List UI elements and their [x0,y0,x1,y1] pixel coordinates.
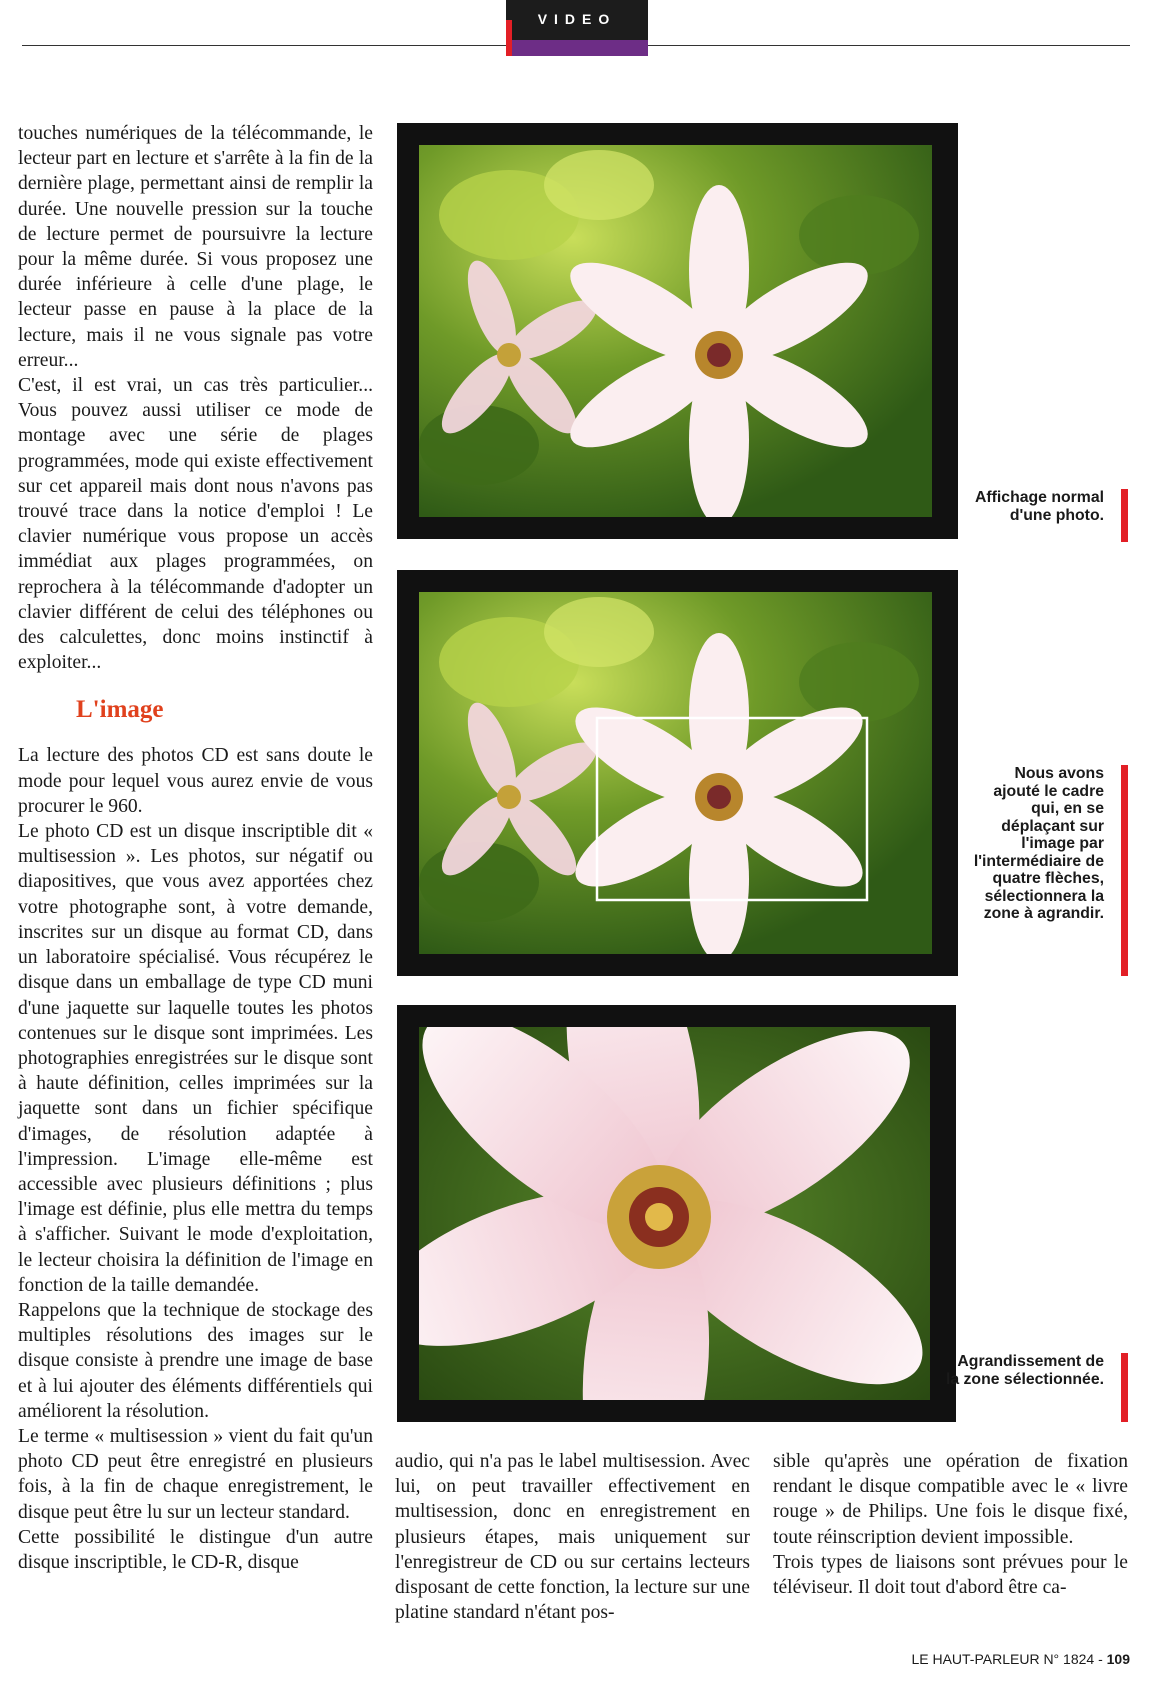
caption-photo-normal: Affichage normal d'une photo. [974,489,1104,524]
paragraph: Le photo CD est un disque inscriptible dit « multisession ». Les photos, sur négatif ou diapositives, que vous avez apportées chez votre photographe sont, à votre demande, inscrites sur un disque au format CD, dans un laboratoire spécialisé. Vous récupérez le disque dans un emballage de type CD muni d'une jaquette sur laquelle toutes les photos contenues sur le disque sont imprimées. Les photographies enregistrées sur le disque sont à haute définition, celles imprimées sur la jaquette sont dans un fichier spécifique d'images, de résolution adaptée à l'impression. L'image elle-même est accessible avec plusieurs définitions ; plus l'image est définie, plus elle mettra du temps à s'afficher. Suivant le mode d'exploitation, le lecteur choisira la définition de l'image en fonction de la taille demandée. [18,821,373,1296]
flower-image [419,145,932,517]
caption-photo-selection: Nous avons ajouté le cadre qui, en se déplaçant sur l'image par l'intermédiaire de quatre flèches, sélectionnera la zone à agrandir. [973,765,1104,922]
article-middle-column [395,1449,750,1625]
paragraph: touches numériques de la télécommande, le lecteur part en lecture et s'arrête à la fin de la dernière plage, permettant ainsi de remplir la durée. Une nouvelle pression sur la touche de lecture permet de poursuivre la lecture pour la même durée. Si vous proposez une durée inférieure à celle d'une plage, le lecteur passe en pause à la place de la lecture, mais il ne vous signale pas votre erreur... [18,123,373,371]
page-footer [911,1651,1130,1667]
caption-photo-enlargement: Agrandissement de la zone sélectionnée. [945,1353,1104,1388]
caption-bar [1121,1353,1128,1422]
flower-image [419,1027,930,1400]
paragraph: Rappelons que la technique de stockage des multiples résolutions des images sur le disque consiste à prendre une image de base et à lui ajouter des éléments différentiels qui améliorent la résolution. [18,1299,373,1422]
section-tab-purple-accent [512,40,648,56]
photo-normal-display [397,123,958,539]
article-left-column [18,121,373,1575]
paragraph: Le terme « multisession » vient du fait qu'un photo CD peut être enregistré en plusieurs fois, à la fin de chaque enregistrement, le disque peut être lu sur un lecteur standard. [18,1425,373,1523]
section-tab [506,0,648,40]
paragraph: La lecture des photos CD est sans doute le mode pour lequel vous aurez envie de vous procurer le 960. [18,745,373,817]
article-right-column [773,1449,1128,1600]
photo-enlargement [397,1005,956,1422]
page-number: 109 [1106,1651,1130,1667]
paragraph: audio, qui n'a pas le label multisession. Avec lui, on peut travailler effectivement en multisession, donc en enregistrement en plusieurs étapes, mais uniquement sur l'enregistreur de CD ou sur certains lecteurs disposant de cette fonction, la lecture sur une platine standard n'étant pos- [395,1451,750,1624]
caption-bar [1121,489,1128,542]
paragraph: Cette possibilité le distingue d'un autre disque inscriptible, le CD-R, disque [18,1526,373,1573]
flower-image [419,592,932,954]
caption-bar [1121,765,1128,976]
section-label: VIDEO [537,11,617,27]
paragraph: Trois types de liaisons sont prévues pour le téléviseur. Il doit tout d'abord être ca- [773,1551,1128,1599]
magazine-name: LE HAUT-PARLEUR N° 1824 - [911,1651,1103,1667]
subheading: L'image [76,696,164,724]
paragraph: sible qu'après une opération de fixation rendant le disque compatible avec le « livre rouge » de Philips. Une fois le disque fixé, toute réinscription devient impossible. [773,1451,1128,1548]
photo-selection-frame [397,570,958,976]
paragraph: C'est, il est vrai, un cas très particulier... Vous pouvez aussi utiliser ce mode de montage avec une série de plages programmées, mode qui existe effectivement sur cet appareil mais dont nous n'avons pas trouvé trace dans la notice d'emploi ! Le clavier numérique vous propose un accès immédiat aux plages programmées, on reprochera à la télécommande d'adopter un clavier différent de celui des téléphones ou des calculettes, donc moins instinctif à exploiter... [18,375,373,674]
